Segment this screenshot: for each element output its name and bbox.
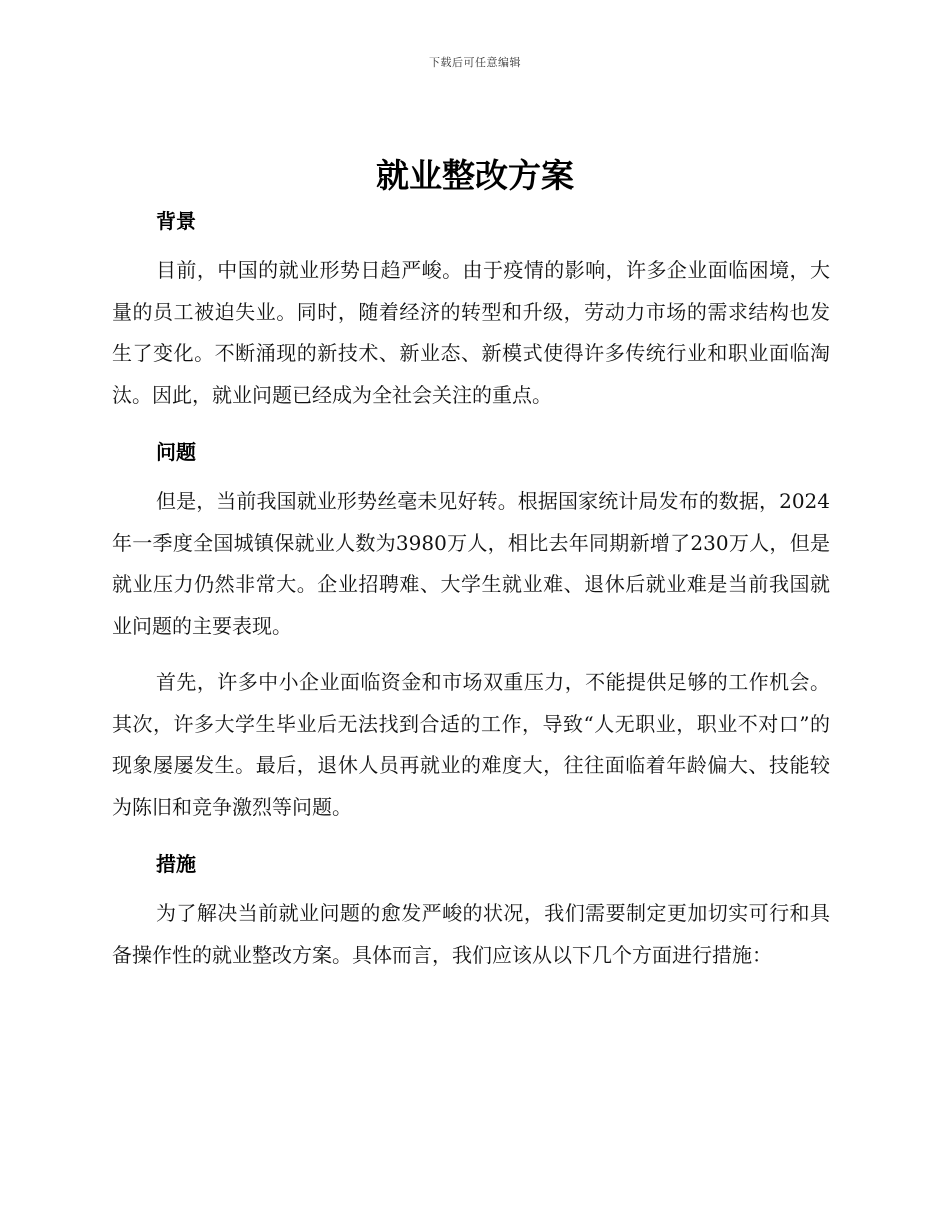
- section-heading-background: 背景: [156, 209, 196, 233]
- section-heading-measures: 措施: [156, 852, 196, 876]
- header-note: 下载后可任意编辑: [429, 56, 521, 69]
- document-title: 就业整改方案: [376, 156, 574, 195]
- section-measures: [112, 843, 830, 976]
- paragraph-problems-1: 但是，当前我国就业形势丝毫未见好转。根据国家统计局发布的数据，2024年一季度全国城镇保就业人数为3980万人，相比去年同期新增了230万人，但是就业压力仍然非常大。企业招聘难、大学生就业难、退休后就业难是当前我国就业问题的主要表现。: [112, 489, 830, 638]
- document-body: [112, 200, 830, 976]
- section-problems: [112, 431, 830, 828]
- paragraph-problems-2: 首先，许多中小企业面临资金和市场双重压力，不能提供足够的工作机会。其次，许多大学生毕业后无法找到合适的工作，导致“人无职业，职业不对口”的现象屡屡发生。最后，退休人员再就业的难度大，往往面临着年龄偏大、技能较为陈旧和竞争激烈等问题。: [112, 670, 830, 819]
- paragraph-measures: 为了解决当前就业问题的愈发严峻的状况，我们需要制定更加切实可行和具备操作性的就业整改方案。具体而言，我们应该从以下几个方面进行措施：: [112, 901, 830, 967]
- paragraph-background: 目前，中国的就业形势日趋严峻。由于疫情的影响，许多企业面临困境，大量的员工被迫失业。同时，随着经济的转型和升级，劳动力市场的需求结构也发生了变化。不断涌现的新技术、新业态、新模式使得许多传统行业和职业面临淘汰。因此，就业问题已经成为全社会关注的重点。: [112, 258, 830, 407]
- section-background: [112, 200, 830, 416]
- section-heading-problems: 问题: [156, 440, 196, 464]
